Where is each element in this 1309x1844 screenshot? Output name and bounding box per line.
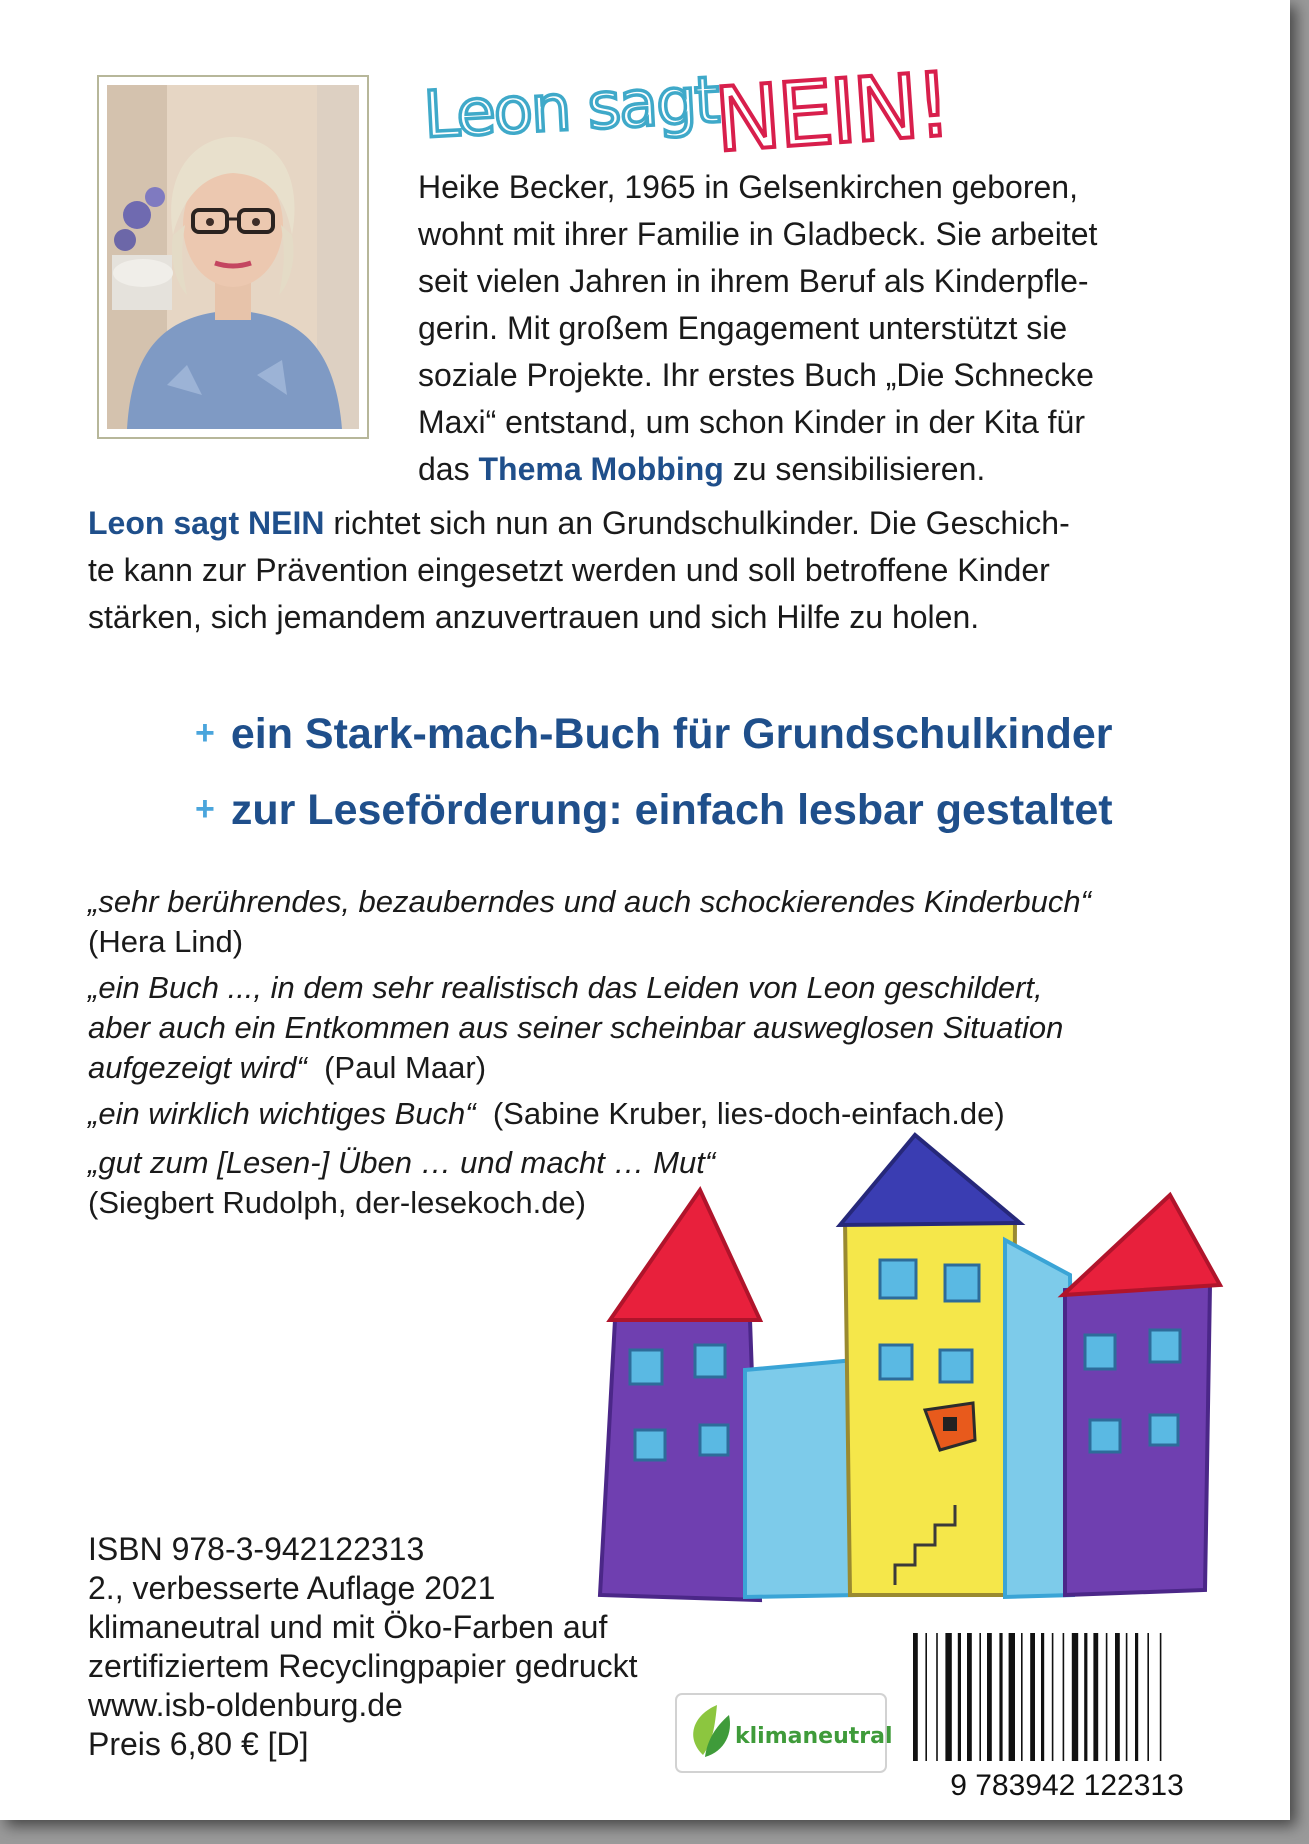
- eco-text: klimaneutral und mit Öko-Farben auf: [88, 1609, 608, 1645]
- barcode-bar: [936, 1633, 938, 1761]
- quote-text: „ein wirklich wichtiges Buch“: [88, 1096, 476, 1131]
- barcode-bar: [1147, 1633, 1149, 1761]
- barcode-bar: [1072, 1633, 1078, 1761]
- feature-bullet: [195, 786, 1113, 835]
- logo-text-leon: Leon sagt: [421, 63, 720, 154]
- review-quote: [88, 968, 1238, 1088]
- barcode-bar: [1009, 1633, 1015, 1761]
- barcode-bar: [958, 1633, 961, 1761]
- bio-line: [418, 446, 1238, 493]
- quote-author: (Hera Lind): [88, 924, 244, 959]
- feature-bullet: [195, 710, 1113, 759]
- quote-author: (Paul Maar): [324, 1050, 487, 1085]
- bio-line: soziale Projekte. Ihr erstes Buch „Die Schnecke: [418, 357, 1094, 393]
- highlight-book-title: Leon sagt NEIN: [88, 505, 325, 541]
- barcode-bar: [1021, 1633, 1023, 1761]
- barcode-bar: [1084, 1633, 1087, 1761]
- logo-text-nein: NEIN!: [711, 52, 952, 172]
- book-logo: [420, 45, 952, 172]
- barcode-bar: [945, 1633, 951, 1761]
- bio-text: das: [418, 451, 479, 487]
- quote-author: (Sabine Kruber, lies-doch-einfach.de): [492, 1096, 1005, 1131]
- review-quote: [88, 882, 1238, 962]
- barcode-bar: [925, 1633, 927, 1761]
- bio-line: Heike Becker, 1965 in Gelsenkirchen geboren,: [418, 169, 1078, 205]
- plus-icon: +: [195, 790, 215, 828]
- barcode-bar: [913, 1633, 918, 1761]
- quote-text: aufgezeigt wird“: [88, 1050, 307, 1085]
- barcode-bar: [1093, 1633, 1098, 1761]
- author-photo: [107, 85, 359, 429]
- bio-line: gerin. Mit großem Engagement unterstützt sie: [418, 310, 1068, 346]
- barcode-bar: [1030, 1633, 1035, 1761]
- quote-author: (Siegbert Rudolph, der-lesekoch.de): [88, 1185, 586, 1220]
- author-bio: [418, 164, 1238, 493]
- highlight-thema-mobbing: Thema Mobbing: [478, 451, 724, 487]
- quote-text: „sehr berührendes, bezauberndes und auch schockierendes Kinderbuch“: [88, 884, 1091, 919]
- barcode-bar: [999, 1633, 1002, 1761]
- isbn-text: ISBN 978-3-942122313: [88, 1531, 425, 1567]
- quote-text: „gut zum [Lesen-] Üben … und macht … Mut“: [88, 1145, 716, 1180]
- barcode-bar: [1126, 1633, 1128, 1761]
- barcode-bar: [1106, 1633, 1108, 1761]
- barcode-bar: [1052, 1633, 1054, 1761]
- publication-info: [88, 1530, 638, 1764]
- feature-text: ein Stark-mach-Buch für Grundschulkinder: [230, 710, 1113, 758]
- isbn-barcode: [905, 1625, 1230, 1803]
- bio-text: zu sensibilisieren.: [723, 451, 986, 487]
- bio-line: seit vielen Jahren in ihrem Beruf als Kinderpfle-: [418, 263, 1089, 299]
- barcode-bar: [1063, 1633, 1065, 1761]
- plus-icon: +: [195, 714, 215, 752]
- author-photo-frame: [97, 75, 369, 439]
- barcode-bar: [1115, 1633, 1120, 1761]
- intro-line: [88, 500, 1238, 547]
- book-intro: [88, 500, 1238, 641]
- bio-line: Maxi“ entstand, um schon Kinder in der Kita für: [418, 404, 1085, 440]
- intro-text: richtet sich nun an Grundschulkinder. Die Geschich-: [324, 505, 1070, 541]
- eco-text: zertifiziertem Recyclingpapier gedruckt: [88, 1648, 638, 1684]
- klimaneutral-label: klimaneutral: [735, 1724, 893, 1749]
- barcode-number: 9 783942 122313: [950, 1769, 1184, 1802]
- quote-text: „ein Buch ..., in dem sehr realistisch das Leiden von Leon geschildert,: [88, 970, 1043, 1005]
- barcode-bar: [967, 1633, 972, 1761]
- barcode-bar: [987, 1633, 992, 1761]
- review-quote: [88, 1094, 1238, 1134]
- quote-text: aber auch ein Entkommen aus seiner scheinbar ausweglosen Situation: [88, 1010, 1064, 1045]
- barcode-bar: [979, 1633, 981, 1761]
- feature-text: zur Leseförderung: einfach lesbar gestaltet: [230, 786, 1113, 834]
- klimaneutral-badge: [675, 1693, 893, 1773]
- intro-line: stärken, sich jemandem anzuvertrauen und sich Hilfe zu holen.: [88, 599, 980, 635]
- barcode-bar: [1135, 1633, 1138, 1761]
- barcode-bar: [1160, 1633, 1162, 1761]
- bio-line: wohnt mit ihrer Familie in Gladbeck. Sie arbeitet: [418, 216, 1098, 252]
- castle-drawing: [595, 1135, 1235, 1605]
- price-text: Preis 6,80 € [D]: [88, 1726, 309, 1762]
- barcode-bar: [1041, 1633, 1044, 1761]
- intro-line: te kann zur Prävention eingesetzt werden und soll betroffene Kinder: [88, 552, 1050, 588]
- edition-text: 2., verbesserte Auflage 2021: [88, 1570, 496, 1606]
- publisher-website: www.isb-oldenburg.de: [88, 1687, 403, 1723]
